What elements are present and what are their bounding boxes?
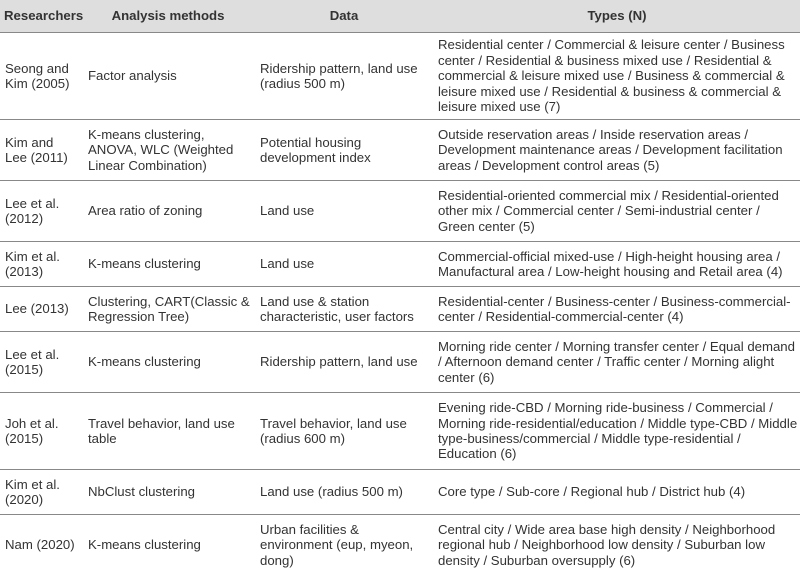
table-row [0, 181, 800, 242]
cell-methods: K-means clustering, ANOVA, WLC (Weighted Linear Combination) [82, 120, 254, 181]
cell-methods: Factor analysis [82, 33, 254, 120]
cell-types: Central city / Wide area base high density / Neighborhood regional hub / Neighborhood low density / Suburban low density / Suburban oversupply (6) [434, 515, 800, 575]
cell-researchers: Kim et al. (2020) [0, 470, 82, 515]
cell-types: Morning ride center / Morning transfer center / Equal demand / Afternoon demand center / Traffic center / Morning alight center (6) [434, 332, 800, 393]
header-types: Types (N) [434, 0, 800, 33]
cell-data: Ridership pattern, land use (radius 500 m) [254, 33, 434, 120]
cell-types: Commercial-official mixed-use / High-height housing area / Manufactural area / Low-height housing and Retail area (4) [434, 242, 800, 287]
cell-researchers: Seong and Kim (2005) [0, 33, 82, 120]
cell-methods: Clustering, CART(Classic & Regression Tree) [82, 287, 254, 332]
cell-data: Travel behavior, land use (radius 600 m) [254, 393, 434, 470]
cell-data: Land use & station characteristic, user factors [254, 287, 434, 332]
cell-types: Outside reservation areas / Inside reservation areas / Development maintenance areas / Development facilitation areas / Development control areas (5) [434, 120, 800, 181]
cell-types: Residential-center / Business-center / Business-commercial-center / Residential-commercial-center (4) [434, 287, 800, 332]
cell-researchers: Kim and Lee (2011) [0, 120, 82, 181]
cell-researchers: Lee et al. (2012) [0, 181, 82, 242]
cell-researchers: Kim et al. (2013) [0, 242, 82, 287]
table-row [0, 33, 800, 120]
table-row [0, 515, 800, 575]
table-row [0, 242, 800, 287]
header-row [0, 0, 800, 33]
cell-researchers: Joh et al. (2015) [0, 393, 82, 470]
table-row [0, 332, 800, 393]
cell-methods: NbClust clustering [82, 470, 254, 515]
cell-methods: K-means clustering [82, 332, 254, 393]
cell-data: Land use (radius 500 m) [254, 470, 434, 515]
table-body [0, 33, 800, 575]
table-row [0, 393, 800, 470]
cell-types: Evening ride-CBD / Morning ride-business / Commercial / Morning ride-residential/education / Middle type-CBD / Middle type-business/commercial / Middle type-residential / Education (6) [434, 393, 800, 470]
cell-methods: K-means clustering [82, 242, 254, 287]
header-researchers: Researchers [0, 0, 82, 33]
cell-data: Urban facilities & environment (eup, myeon, dong) [254, 515, 434, 575]
table-row [0, 287, 800, 332]
table-row [0, 470, 800, 515]
cell-data: Land use [254, 181, 434, 242]
cell-methods: Travel behavior, land use table [82, 393, 254, 470]
cell-types: Residential center / Commercial & leisure center / Business center / Residential & business mixed use / Residential & commercial & leisure mixed use / Business & commercial & leisure mixed use / Residential & business & commercial & leisure mixed use (7) [434, 33, 800, 120]
cell-methods: Area ratio of zoning [82, 181, 254, 242]
table-header [0, 0, 800, 33]
header-data: Data [254, 0, 434, 33]
cell-data: Potential housing development index [254, 120, 434, 181]
cell-methods: K-means clustering [82, 515, 254, 575]
table-row [0, 120, 800, 181]
cell-types: Residential-oriented commercial mix / Residential-oriented other mix / Commercial center / Semi-industrial center / Green center (5) [434, 181, 800, 242]
cell-researchers: Lee (2013) [0, 287, 82, 332]
cell-data: Ridership pattern, land use [254, 332, 434, 393]
cell-types: Core type / Sub-core / Regional hub / District hub (4) [434, 470, 800, 515]
cell-researchers: Lee et al. (2015) [0, 332, 82, 393]
header-methods: Analysis methods [82, 0, 254, 33]
cell-researchers: Nam (2020) [0, 515, 82, 575]
cell-data: Land use [254, 242, 434, 287]
